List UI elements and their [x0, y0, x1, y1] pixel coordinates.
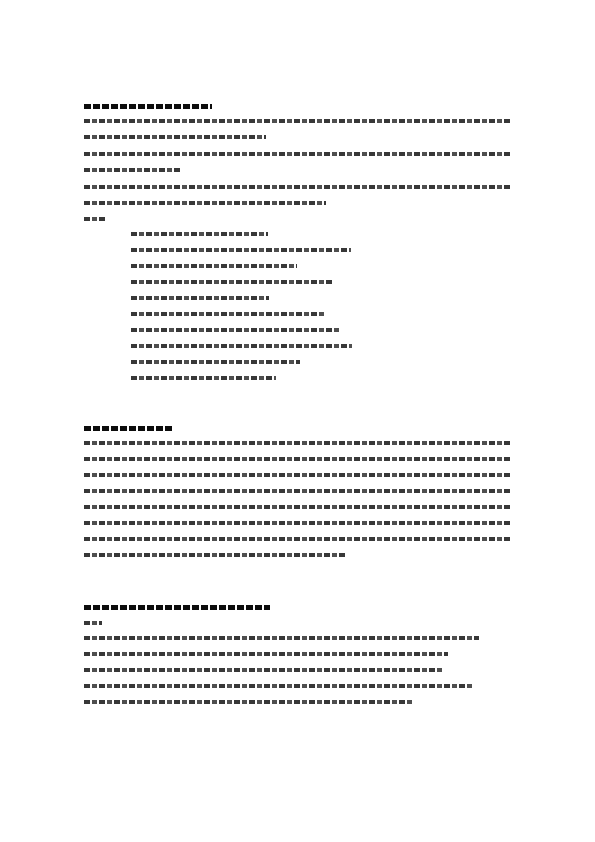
section-1-bullet-9	[131, 360, 300, 364]
section-1-paragraph-1-line-2	[84, 135, 266, 139]
section-2-paragraph-line-1	[84, 441, 510, 445]
section-2-paragraph-line-8	[84, 553, 346, 557]
section-3-paragraph-line-5	[84, 700, 414, 704]
section-3-paragraph-line-2	[84, 652, 448, 656]
section-1-paragraph-3-line-2	[84, 201, 326, 205]
section-1-bullet-7	[131, 328, 341, 332]
section-1-bullet-3	[131, 264, 297, 268]
section-2-paragraph-line-2	[84, 457, 511, 461]
section-2-paragraph-line-6	[84, 521, 511, 525]
section-2-paragraph-line-7	[84, 537, 510, 541]
section-2-paragraph-line-4	[84, 489, 511, 493]
section-3-paragraph-line-1	[84, 636, 479, 640]
section-2-paragraph-line-3	[84, 473, 510, 477]
section-1-paragraph-2-line-2	[84, 168, 180, 172]
section-1-title	[84, 104, 212, 109]
section-3-subtitle	[84, 621, 102, 625]
section-2-title	[84, 426, 174, 431]
section-1-paragraph-2-line-1	[84, 152, 511, 156]
section-1-bullet-10	[131, 376, 276, 380]
section-1-bullet-6	[131, 312, 326, 316]
section-1-bullet-2	[131, 248, 351, 252]
section-1-label	[84, 217, 106, 221]
section-1-bullet-8	[131, 344, 352, 348]
section-1-paragraph-1-line-1	[84, 119, 512, 123]
section-1-bullet-5	[131, 296, 269, 300]
section-1-paragraph-3-line-1	[84, 185, 510, 189]
section-3-paragraph-line-4	[84, 684, 473, 688]
section-2-paragraph-line-5	[84, 505, 510, 509]
section-3-paragraph-line-3	[84, 668, 444, 672]
section-3-title	[84, 605, 270, 610]
section-1-bullet-1	[131, 232, 268, 236]
section-1-bullet-4	[131, 280, 334, 284]
